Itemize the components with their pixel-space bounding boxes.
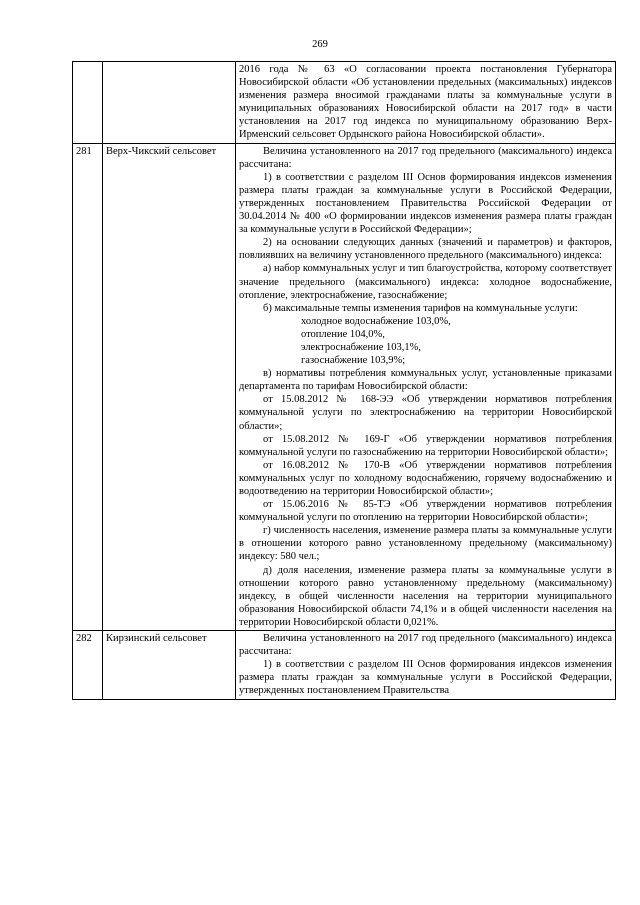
paragraph: б) максимальные темпы изменения тарифов на коммунальные услуги: [263,302,578,314]
paragraph: от 16.08.2012 № 170-В «Об утверждении нормативов потребления коммунальных услуг по холодному водоснабжению, горячему водоснабжению и водоотведению на территории Новосибирской области»; [239,459,612,497]
paragraph: Величина установленного на 2017 год предельного (максимального) индекса рассчитана: [239,145,612,170]
table-row [73,143,616,630]
paragraph: 1) в соответствии с разделом III Основ формирования индексов изменения размера платы граждан за коммунальные услуги в Российской Федерации, утвержденных постановлением Правительства Российской Федерации от 30.04.2014 № 400 «О формировании индексов изменения размера платы граждан за коммунальные услуги в Российской Федерации»; [239,171,612,236]
municipality-name: Верх-Чикский сельсовет [103,143,236,630]
municipality-name: Кирзинский сельсовет [103,631,236,699]
paragraph: электроснабжение 103,1%, [301,341,421,353]
description-cell [236,143,616,630]
paragraph: отопление 104,0%, [301,328,385,340]
paragraph: Величина установленного на 2017 год предельного (максимального) индекса рассчитана: [239,633,612,658]
paragraph: холодное водоснабжение 103,0%, [301,315,451,327]
paragraph: от 15.06.2016 № 85-ТЭ «Об утверждении нормативов потребления коммунальной услуги по отоплению на территории Новосибирской области»; [239,499,612,524]
row-number: 281 [73,143,103,630]
table-row [73,62,616,144]
row-number: 282 [73,631,103,699]
paragraph: от 15.08.2012 № 169-Г «Об утверждении нормативов потребления коммунальной услуги по газоснабжению на территории Новосибирской области»; [239,433,612,458]
row-number [73,62,103,144]
description-cell [236,631,616,699]
municipality-name [103,62,236,144]
paragraph: 1) в соответствии с разделом III Основ формирования индексов изменения размера платы граждан за коммунальные услуги в Российской Федерации, утвержденных постановлением Правительства [239,659,612,697]
table-row [73,631,616,699]
paragraph: от 15.08.2012 № 168-ЭЭ «Об утверждении нормативов потребления коммунальной услуги по электроснабжению на территории Новосибирской области»; [239,394,612,432]
paragraph: г) численность населения, изменение размера платы за коммунальные услуги в отношении которого равно установленному предельному (максимальному) индексу: 580 чел.; [239,525,612,563]
paragraph: 2) на основании следующих данных (значений и параметров) и факторов, повлиявших на величину установленного предельного (максимального) индекса: [239,237,612,262]
paragraph: в) нормативы потребления коммунальных услуг, установленные приказами департамента по тарифам Новосибирской области: [239,368,612,393]
page-number: 269 [312,39,328,50]
paragraph: д) доля населения, изменение размера платы за коммунальные услуги в отношении которого равно установленному предельному (максимальному) индексу, в общей численности населения на территории муниципального образования Новосибирской области 74,1% и в общей численности населения на территории Новосибирской области 0,021%. [239,564,612,628]
description-cell [236,62,616,144]
paragraph: газоснабжение 103,9%; [301,355,406,367]
paragraph: а) набор коммунальных услуг и тип благоустройства, которому соответствует значение предельного (максимального) индекса: холодное водоснабжение, отопление, электроснабжение, газоснабжение; [239,263,612,301]
document-table [72,61,616,700]
paragraph: 2016 года № 63 «О согласовании проекта постановления Губернатора Новосибирской области «Об установлении предельных (максимальных) индексов изменения размера вносимой гражданами платы за коммунальные услуги в муниципальных образованиях Новосибирской области на 2017 год» в части установления на 2017 год индекса по муниципальному образованию Верх-Ирменский сельсовет Ордынского района Новосибирской области». [239,64,612,141]
